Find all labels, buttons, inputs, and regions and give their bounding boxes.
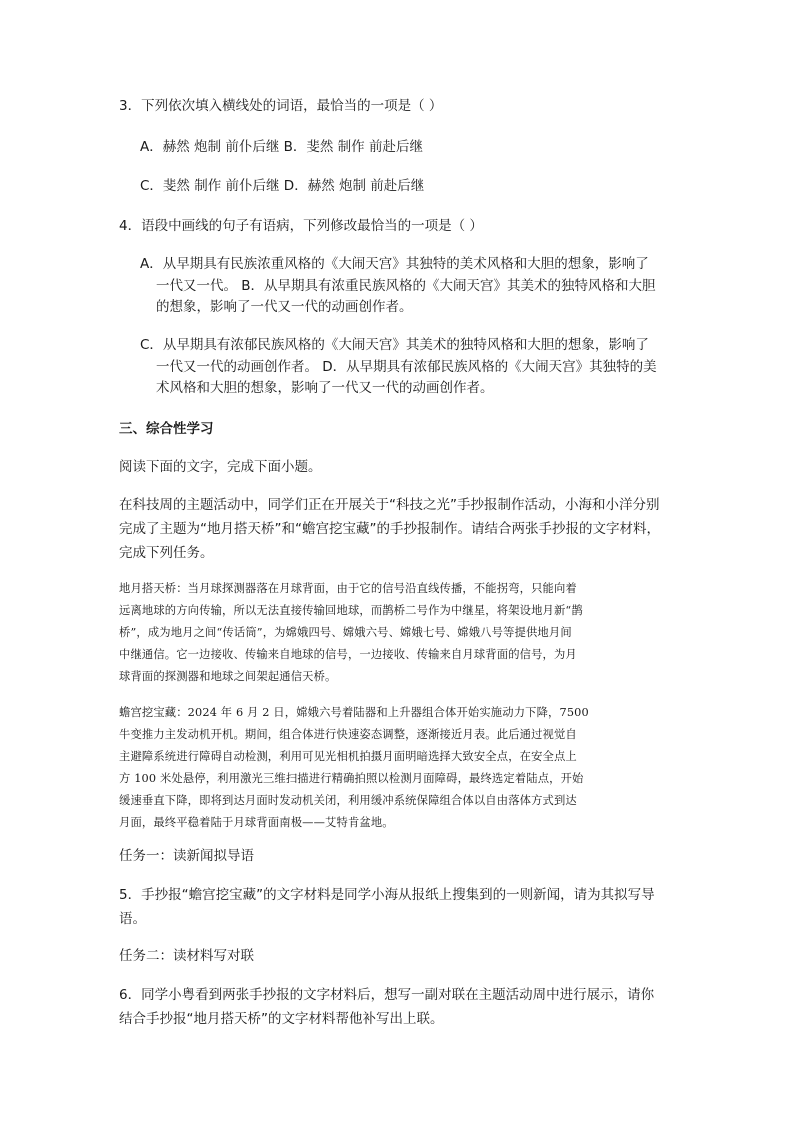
q5-line-2: 语。	[119, 911, 146, 927]
q4-option-cd-line-1: C．从早期具有浓郁民族风格的《大闹天宫》其美术的独特风格和大胆的想象，影响了	[140, 337, 649, 353]
task-2-title: 任务二：读材料写对联	[119, 948, 254, 964]
q4-option-cd-line-2: 一代又一代的动画创作者。 D．从早期具有浓郁民族风格的《大闹天宫》其独特的美	[156, 359, 657, 375]
context-line-3: 完成下列任务。	[119, 545, 214, 561]
material-1-line-4: 中继通信。它一边接收、传输来自地球的信号，一边接收、传输来自月球背面的信号，为月	[119, 648, 577, 661]
section-heading: 三、综合性学习	[119, 421, 214, 437]
material-1-line-2: 远离地球的方向传输，所以无法直接传输回地球，而鹊桥二号作为中继星，将架设地月新“鹊	[119, 604, 583, 617]
material-1-line-1: 地月搭天桥：当月球探测器落在月球背面，由于它的信号沿直线传播，不能拐弯，只能向着	[119, 582, 577, 595]
material-2-line-6: 月面，最终平稳着陆于月球背面南极——艾特肯盆地。	[119, 816, 394, 829]
material-2-line-3: 主避障系统进行障碍自动检测，利用可见光相机拍摄月面明暗选择大致安全点，在安全点上	[119, 750, 577, 763]
material-1-line-5: 球背面的探测器和地球之间架起通信天桥。	[119, 670, 337, 683]
context-line-1: 在科技周的主题活动中，同学们正在开展关于“科技之光”手抄报制作活动，小海和小洋分别	[119, 497, 660, 513]
q4-option-ab-line-3: 的想象，影响了一代又一代的动画创作者。	[156, 299, 413, 315]
q4-option-ab-line-2: 一代又一代。 B．从早期具有浓重民族风格的《大闹天宫》其美术的独特风格和大胆	[156, 278, 656, 294]
q3-options-ab: A．赫然 炮制 前仆后继 B．斐然 制作 前赴后继	[140, 139, 423, 155]
task-1-title: 任务一：读新闻拟导语	[119, 848, 254, 864]
material-2-line-5: 缓速垂直下降，即将到达月面时发动机关闭，利用缓冲系统保障组合体以自由落体方式到达	[119, 794, 577, 807]
q6-line-2: 结合手抄报“地月搭天桥”的文字材料帮他补写出上联。	[119, 1011, 444, 1027]
q5-line-1: 5．手抄报“蟾宫挖宝藏”的文字材料是同学小海从报纸上搜集到的一则新闻，请为其拟写导	[119, 887, 655, 903]
q3-options-cd: C．斐然 制作 前仆后继 D．赫然 炮制 前赴后继	[140, 178, 425, 194]
material-2-line-4: 方 100 米处悬停，利用激光三维扫描进行精确拍照以检测月面障碍，最终选定着陆点，开始	[119, 772, 584, 785]
material-2-line-2: 牛变推力主发动机开机。期间，组合体进行快速姿态调整，逐渐接近月表。此后通过视觉自	[119, 728, 577, 741]
material-1-line-3: 桥”，成为地月之间“传话筒”，为嫦娥四号、嫦娥六号、嫦娥七号、嫦娥八号等提供地月间	[119, 626, 572, 639]
context-line-2: 完成了主题为“地月搭天桥”和“蟾宫挖宝藏”的手抄报制作。请结合两张手抄报的文字材料，	[119, 521, 660, 537]
q4-stem: 4．语段中画线的句子有语病，下列修改最恰当的一项是（ ）	[119, 218, 483, 234]
section-intro: 阅读下面的文字，完成下面小题。	[119, 459, 322, 475]
q4-option-cd-line-3: 术风格和大胆的想象，影响了一代又一代的动画创作者。	[156, 380, 494, 396]
q6-line-1: 6．同学小粤看到两张手抄报的文字材料后，想写一副对联在主题活动周中进行展示，请你	[119, 987, 655, 1003]
q4-option-ab-line-1: A．从早期具有民族浓重风格的《大闹天宫》其独特的美术风格和大胆的想象，影响了	[140, 256, 649, 272]
material-2-line-1: 蟾宫挖宝藏：2024 年 6 月 2 日，嫦娥六号着陆器和上升器组合体开始实施动力下降，7500	[119, 706, 589, 719]
q3-stem: 3．下列依次填入横线处的词语，最恰当的一项是（ ）	[119, 98, 443, 114]
